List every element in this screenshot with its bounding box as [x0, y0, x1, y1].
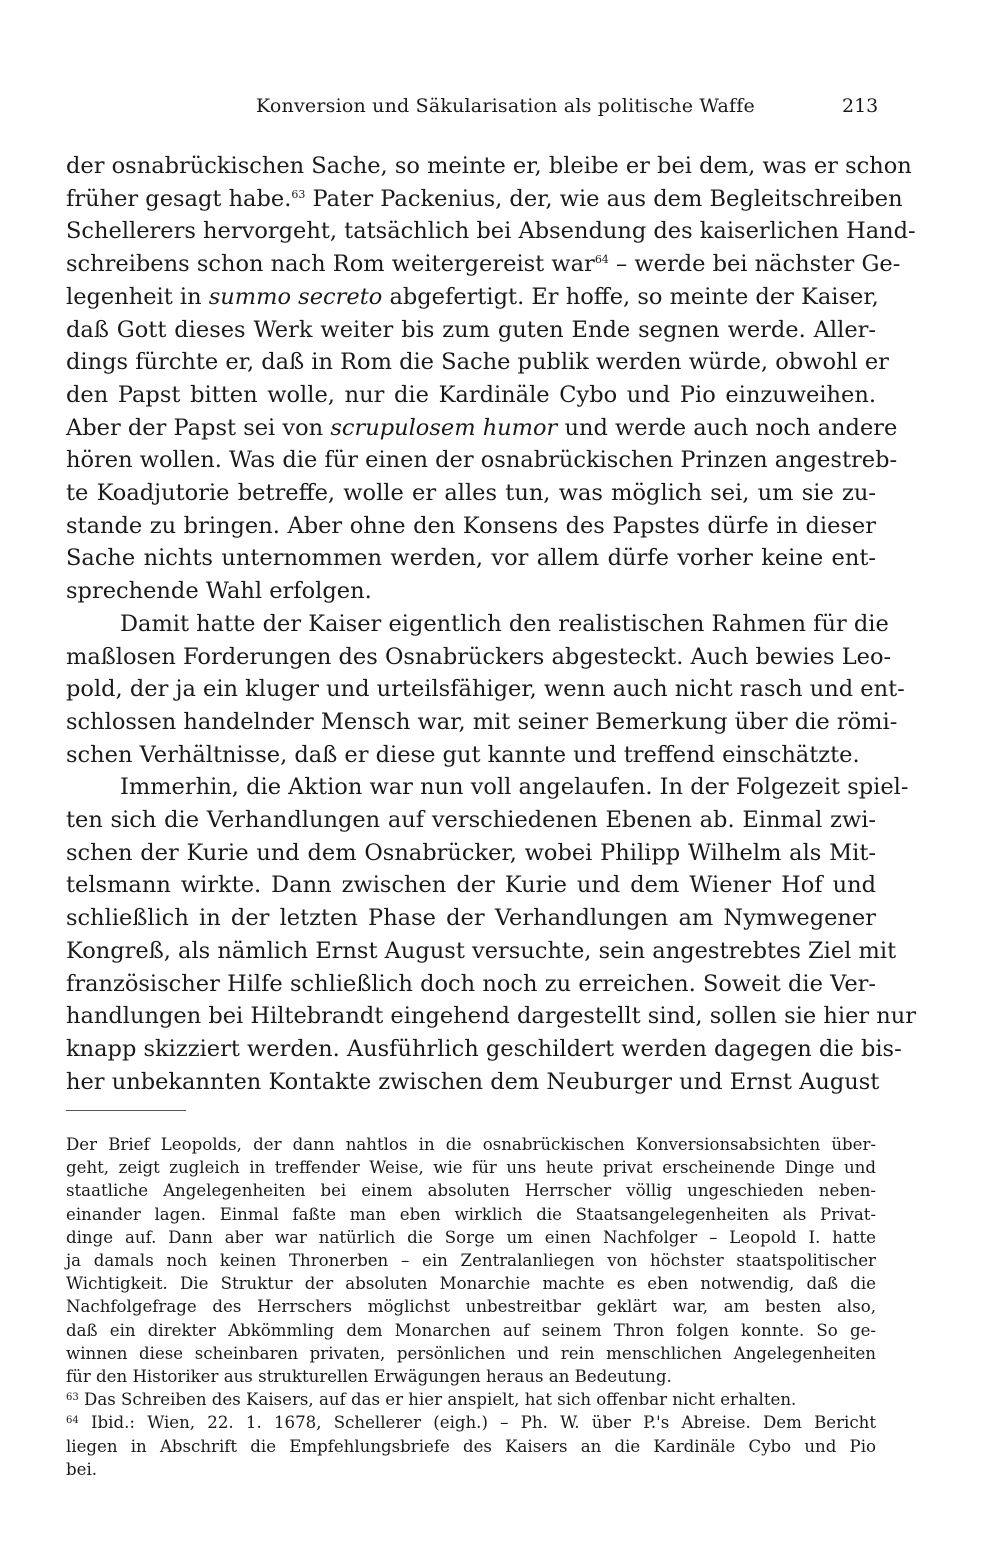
body-line: [66, 608, 889, 641]
text-segment: sprechende Wahl erfolgen.: [66, 578, 372, 605]
text-segment: französischer Hilfe schließlich doch noch zu erreichen. Soweit die Ver-: [66, 970, 876, 997]
body-line: [66, 314, 876, 347]
emphasis: scrupulosem humor: [330, 414, 558, 441]
text-segment: hören wollen. Was die für einen der osnabrückischen Prinzen angestreb-: [66, 447, 898, 474]
text-segment: staatliche Angelegenheiten bei einem absoluten Herrscher völlig ungeschieden neben-: [66, 1181, 876, 1201]
footnote-line: [66, 1342, 876, 1365]
body-line: [66, 1033, 902, 1066]
text-segment: früher gesagt habe.: [66, 185, 292, 212]
text-segment: te Koadjutorie betreffe, wolle er alles tun, was möglich sei, um sie zu-: [66, 480, 876, 507]
footnote-line: [66, 1272, 876, 1295]
text-segment: bei.: [66, 1459, 98, 1479]
text-segment: ja damals noch keinen Thronerben – ein Zentralanliegen von höchster staatspolitischer: [66, 1251, 876, 1271]
body-line: [66, 739, 876, 772]
body-line: [66, 837, 876, 870]
body-line: [66, 1000, 917, 1033]
body-line: [66, 706, 898, 739]
footnote-line: [66, 1156, 876, 1179]
text-segment: dings fürchte er, daß in Rom die Sache publik werden würde, obwohl er: [66, 349, 889, 376]
text-segment: Aber der Papst sei von: [66, 414, 331, 441]
text-segment: Nachfolgefrage des Herrschers möglichst unbestreitbar geklärt war, am besten also,: [66, 1297, 876, 1317]
text-segment: her unbekannten Kontakte zwischen dem Neuburger und Ernst August: [66, 1068, 880, 1095]
body-line: [66, 215, 916, 248]
text-segment: den Papst bitten wolle, nur die Kardinäle Cybo und Pio einzuweihen.: [66, 381, 876, 408]
footnote-ref: 64: [594, 253, 609, 267]
text-segment: und werde auch noch andere: [557, 414, 898, 441]
body-line: [66, 1066, 880, 1099]
footnote-line: [66, 1226, 876, 1249]
text-segment: abgefertigt. Er hoffe, so meinte der Kaiser,: [382, 283, 879, 310]
text-segment: – werde bei nächster Ge-: [608, 251, 901, 278]
body-line: [66, 444, 898, 477]
body-line: [66, 510, 876, 543]
body-line: [66, 641, 892, 674]
body-line: [66, 150, 912, 183]
page-number: 213: [842, 95, 879, 117]
body-text: [66, 150, 917, 1098]
footnote-number: 64: [66, 1415, 79, 1427]
text-segment: Wichtigkeit. Die Struktur der absoluten Monarchie machte es eben notwendig, daß die: [66, 1274, 876, 1294]
text-segment: Der Brief Leopolds, der dann nahtlos in die osnabrückischen Konversionsabsichten über-: [66, 1135, 876, 1154]
text-segment: Pater Packenius, der, wie aus dem Begleitschreiben: [305, 185, 903, 212]
footnote-line: [66, 1411, 876, 1434]
footnotes: [66, 1133, 876, 1481]
text-segment: telsmann wirkte. Dann zwischen der Kurie und dem Wiener Hof und: [66, 872, 876, 899]
body-line: [66, 412, 898, 445]
body-line: [66, 935, 897, 968]
text-segment: Ibid.: Wien, 22. 1. 1678, Schellerer (eigh.) – Ph. W. über P.'s Abreise. Dem Bericht: [78, 1413, 876, 1433]
footnote-line: [66, 1388, 876, 1411]
text-segment: schen Verhältnisse, daß er diese gut kannte und treffend einschätzte.: [66, 741, 860, 768]
text-segment: Kongreß, als nämlich Ernst August versuchte, sein angestrebtes Ziel mit: [66, 937, 897, 964]
body-line: [66, 673, 905, 706]
footnote-line: [66, 1319, 876, 1342]
text-segment: schlossen handelnder Mensch war, mit seiner Bemerkung über die römi-: [66, 708, 898, 735]
text-segment: Sache nichts unternommen werden, vor allem dürfe vorher keine ent-: [66, 545, 876, 572]
text-segment: daß Gott dieses Werk weiter bis zum guten Ende segnen werde. Aller-: [66, 316, 876, 343]
text-segment: einander lagen. Einmal faßte man eben wirklich die Staatsangelegenheiten als Privat-: [66, 1204, 876, 1224]
footnote-line: [66, 1203, 876, 1226]
text-segment: Das Schreiben des Kaisers, auf das er hier anspielt, hat sich offenbar nicht erhalten.: [78, 1390, 797, 1410]
text-segment: für den Historiker aus strukturellen Erwägungen heraus an Bedeutung.: [66, 1367, 672, 1387]
emphasis: summo secreto: [208, 283, 383, 310]
footnote-line: [66, 1295, 876, 1318]
body-line: [66, 902, 876, 935]
text-segment: winnen diese scheinbaren privaten, persönlichen und rein menschlichen Angelegenheiten: [66, 1343, 876, 1363]
body-line: [66, 804, 876, 837]
body-line: [66, 575, 876, 608]
text-segment: der osnabrückischen Sache, so meinte er, bleibe er bei dem, was er schon: [66, 153, 912, 179]
body-line: [66, 379, 876, 412]
body-line: [66, 771, 909, 804]
text-segment: legenheit in: [66, 283, 209, 310]
footnote-number: 63: [66, 1392, 79, 1404]
body-line: [66, 869, 876, 902]
text-segment: daß ein direkter Abkömmling dem Monarchen auf seinem Thron folgen konnte. So ge-: [66, 1320, 876, 1340]
body-line: [66, 968, 876, 1001]
text-segment: dinge auf. Dann aber war natürlich die Sorge um einen Nachfolger – Leopold I. hatte: [66, 1227, 876, 1247]
footnote-ref: 63: [291, 187, 306, 201]
text-segment: knapp skizziert werden. Ausführlich geschildert werden dagegen die bis-: [66, 1035, 902, 1062]
text-segment: maßlosen Forderungen des Osnabrückers abgesteckt. Auch bewies Leo-: [66, 643, 892, 670]
text-segment: geht, zeigt zugleich in treffender Weise, wie für uns heute privat erscheinende Dinge und: [66, 1158, 876, 1178]
text-segment: ten sich die Verhandlungen auf verschiedenen Ebenen ab. Einmal zwi-: [66, 807, 876, 834]
footnote-line: [66, 1458, 876, 1481]
body-line: [66, 183, 903, 216]
body-line: [66, 346, 889, 379]
footnote-separator: [66, 1110, 186, 1111]
text-segment: liegen in Abschrift die Empfehlungsbriefe des Kaisers an die Kardinäle Cybo und Pio: [66, 1436, 876, 1456]
text-segment: handlungen bei Hiltebrandt eingehend dargestellt sind, sollen sie hier nur: [66, 1003, 917, 1030]
text-segment: Schellerers hervorgeht, tatsächlich bei Absendung des kaiserlichen Hand-: [66, 218, 916, 245]
text-segment: stande zu bringen. Aber ohne den Konsens des Papstes dürfe in dieser: [66, 512, 876, 539]
body-line: [66, 477, 876, 510]
text-segment: schließlich in der letzten Phase der Verhandlungen am Nymwegener: [66, 905, 876, 932]
footnote-line: [66, 1133, 876, 1156]
running-head: Konversion und Säkularisation als politische Waffe: [256, 95, 755, 117]
text-segment: schreibens schon nach Rom weitergereist war: [66, 251, 595, 278]
text-segment: pold, der ja ein kluger und urteilsfähiger, wenn auch nicht rasch und ent-: [66, 676, 905, 703]
text-segment: schen der Kurie und dem Osnabrücker, wobei Philipp Wilhelm als Mit-: [66, 839, 876, 866]
footnote-line: [66, 1249, 876, 1272]
text-segment: Damit hatte der Kaiser eigentlich den realistischen Rahmen für die: [120, 610, 889, 637]
body-line: [66, 248, 901, 281]
footnote-line: [66, 1435, 876, 1458]
text-segment: Immerhin, die Aktion war nun voll angelaufen. In der Folgezeit spiel-: [120, 774, 909, 801]
footnote-line: [66, 1365, 876, 1388]
body-line: [66, 542, 876, 575]
footnote-line: [66, 1179, 876, 1202]
body-line: [66, 281, 879, 314]
